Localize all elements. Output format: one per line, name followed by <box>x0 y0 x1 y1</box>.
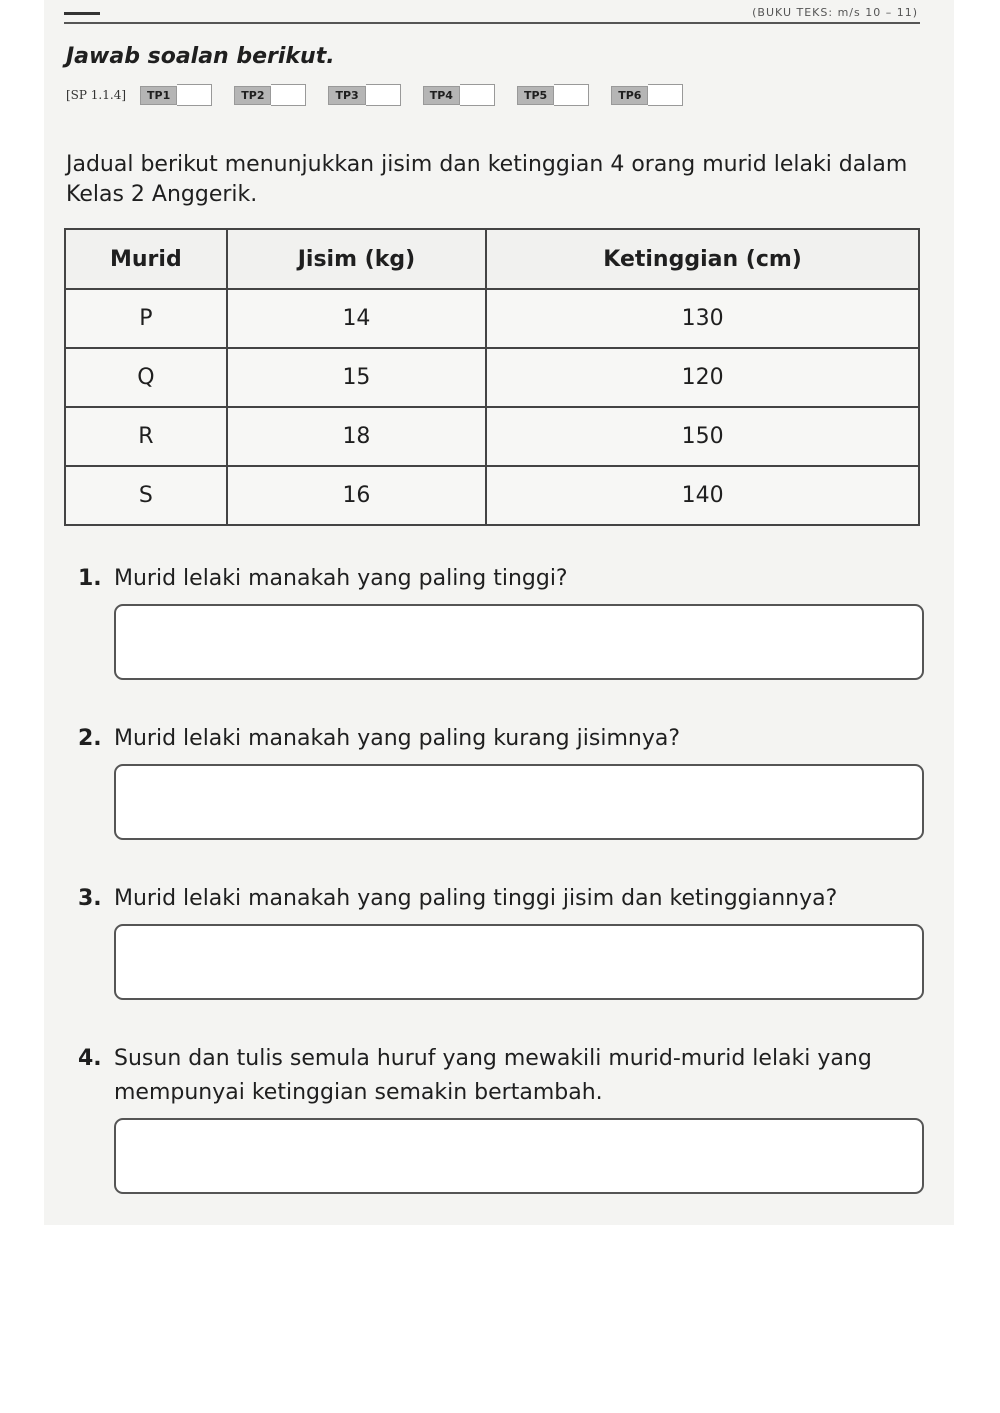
header-mark <box>64 12 100 15</box>
question-3 <box>78 882 920 916</box>
tp-label: TP6 <box>611 86 648 105</box>
cell-ketinggian: 150 <box>486 407 919 466</box>
tp-checkbox[interactable] <box>554 84 589 106</box>
tp-label: TP4 <box>423 86 460 105</box>
cell-jisim: 15 <box>227 348 486 407</box>
cell-jisim: 14 <box>227 289 486 348</box>
tp-label: TP5 <box>517 86 554 105</box>
cell-murid: S <box>65 466 227 525</box>
question-number: 3. <box>78 886 102 911</box>
table-row <box>65 407 919 466</box>
question-number: 1. <box>78 566 102 591</box>
tp-label: TP2 <box>234 86 271 105</box>
cell-jisim: 16 <box>227 466 486 525</box>
answer-box-2[interactable] <box>114 764 924 840</box>
question-text: Murid lelaki manakah yang paling tinggi? <box>114 566 568 591</box>
column-header-ketinggian: Ketinggian (cm) <box>486 229 919 289</box>
textbook-reference: (BUKU TEKS: m/s 10 – 11) <box>752 6 918 19</box>
answer-box-1[interactable] <box>114 604 924 680</box>
cell-ketinggian: 140 <box>486 466 919 525</box>
answer-box-4[interactable] <box>114 1118 924 1194</box>
cell-jisim: 18 <box>227 407 486 466</box>
table-header-row <box>65 229 919 289</box>
intro-paragraph: Jadual berikut menunjukkan jisim dan ketinggian 4 orang murid lelaki dalam Kelas 2 Anggerik. <box>66 152 908 207</box>
cell-murid: R <box>65 407 227 466</box>
tp-checkbox[interactable] <box>460 84 495 106</box>
column-header-jisim: Jisim (kg) <box>227 229 486 289</box>
cell-ketinggian: 120 <box>486 348 919 407</box>
answer-box-3[interactable] <box>114 924 924 1000</box>
question-number: 4. <box>78 1046 102 1071</box>
tp-checkbox[interactable] <box>271 84 306 106</box>
sp-code: [SP 1.1.4] <box>66 88 127 102</box>
tp-level-3 <box>328 84 400 106</box>
question-number: 2. <box>78 726 102 751</box>
tp-label: TP3 <box>328 86 365 105</box>
tp-level-6 <box>611 84 683 106</box>
cell-ketinggian: 130 <box>486 289 919 348</box>
header-divider <box>64 22 920 24</box>
instruction-heading: Jawab soalan berikut. <box>66 44 335 69</box>
question-1 <box>78 562 920 596</box>
tp-level-4 <box>423 84 495 106</box>
table-row <box>65 289 919 348</box>
column-header-murid: Murid <box>65 229 227 289</box>
question-text: Susun dan tulis semula huruf yang mewakili murid-murid lelaki yang mempunyai ketinggian semakin bertambah. <box>114 1046 872 1105</box>
tp-level-2 <box>234 84 306 106</box>
question-text: Murid lelaki manakah yang paling kurang jisimnya? <box>114 726 680 751</box>
cell-murid: Q <box>65 348 227 407</box>
tp-level-1 <box>140 84 212 106</box>
table-row <box>65 348 919 407</box>
table-row <box>65 466 919 525</box>
tp-checkbox[interactable] <box>177 84 212 106</box>
question-text: Murid lelaki manakah yang paling tinggi jisim dan ketinggiannya? <box>114 886 838 911</box>
student-data-table <box>64 228 920 526</box>
question-2 <box>78 722 920 756</box>
tp-level-row <box>66 84 705 106</box>
tp-label: TP1 <box>140 86 177 105</box>
tp-checkbox[interactable] <box>366 84 401 106</box>
question-4 <box>78 1042 920 1110</box>
tp-level-5 <box>517 84 589 106</box>
tp-checkbox[interactable] <box>648 84 683 106</box>
cell-murid: P <box>65 289 227 348</box>
